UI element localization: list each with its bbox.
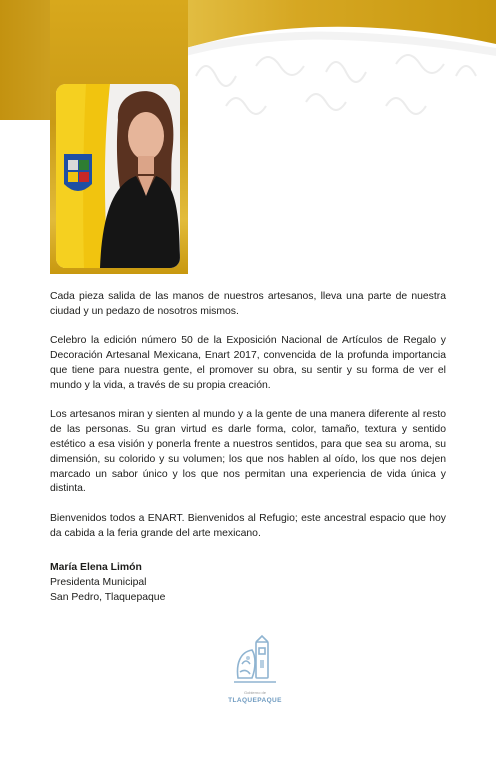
- paragraph-2: Celebro la edición número 50 de la Exposición Nacional de Artículos de Regalo y Decoración Artesanal Mexicana, Enart 2017, convencida de la profunda importancia que tiene para nuestra gente, el promover su obra, su sentir y su forma de ver el mundo y la vida, a través de su propia creación.: [50, 335, 446, 391]
- portrait-illustration: [56, 84, 180, 268]
- logo-caption: Gobierno de: [243, 690, 266, 695]
- signatory-title: Presidenta Municipal: [50, 576, 147, 588]
- signature-block: [50, 561, 165, 605]
- signatory-place: San Pedro, Tlaquepaque: [50, 591, 166, 603]
- letter-body: [50, 290, 446, 556]
- paragraph-3: Los artesanos miran y sienten al mundo y a la gente de una manera diferente al resto de las personas. Su gran virtud es darle forma, color, tamaño, textura y sentido estético a esa visión y ponerla frente a nuestros sentidos, para que sea su aroma, su dimensión, su colorido y su volumen; los que nos hablen al oído, los que nos dejen marcado un sabor único y los que nos permitan una experiencia de vida única y distinta.: [50, 409, 446, 495]
- paragraph-4: Bienvenidos todos a ENART. Bienvenidos al Refugio; este ancestral espacio que hoy da cabida a la feria grande del arte mexicano.: [50, 512, 446, 539]
- signatory-name: María Elena Limón: [50, 562, 142, 573]
- portrait-photo: [56, 84, 180, 268]
- decorative-pattern: [186, 36, 496, 126]
- logo-brand-text: TLAQUEPAQUE: [228, 697, 282, 704]
- paragraph-1: Cada pieza salida de las manos de nuestros artesanos, lleva una parte de nuestra ciudad y un pedazo de nosotros mismos.: [50, 291, 446, 317]
